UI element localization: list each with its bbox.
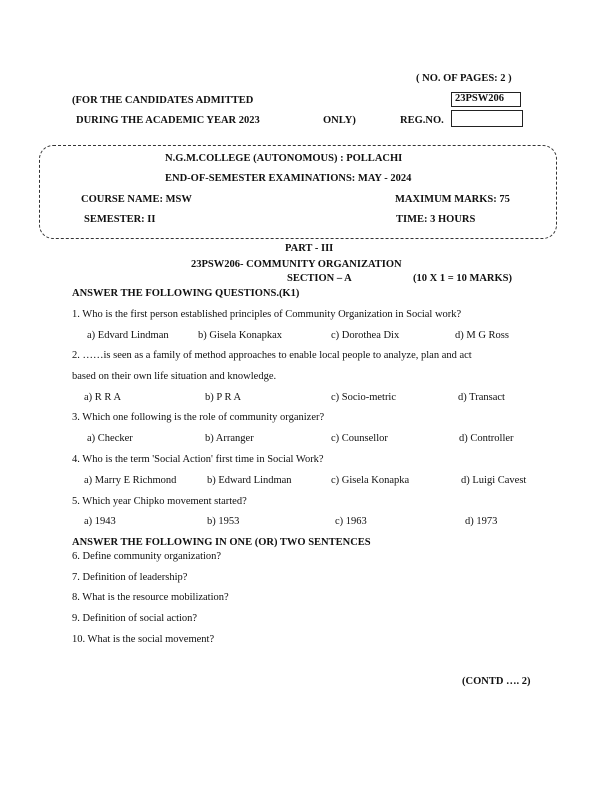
option: b) P R A [205, 392, 242, 403]
short-question: 7. Definition of leadership? [72, 572, 188, 583]
option: a) Checker [87, 433, 133, 444]
max-marks: MAXIMUM MARKS: 75 [395, 194, 510, 205]
option: d) 1973 [465, 516, 498, 527]
option: b) Gisela Konapkax [198, 330, 282, 341]
option: d) M G Ross [455, 330, 509, 341]
option: c) Counsellor [331, 433, 388, 444]
course-code: 23PSW206 [455, 93, 505, 104]
question: 1. Who is the first person established principles of Community Organization in Social work? [72, 309, 462, 320]
regno-label: REG.NO. [400, 115, 444, 126]
semester: SEMESTER: II [84, 214, 156, 225]
part-title: PART - III [285, 243, 334, 254]
option: a) Edvard Lindman [87, 330, 169, 341]
continued-note: (CONTD …. 2) [462, 676, 531, 687]
section-title: SECTION – A [287, 273, 352, 284]
option: b) Edward Lindman [207, 475, 292, 486]
course-name: COURSE NAME: MSW [81, 194, 192, 205]
question: 3. Which one following is the role of community organizer? [72, 412, 325, 423]
option: c) Gisela Konapka [331, 475, 410, 486]
candidates-admitted-line: (FOR THE CANDIDATES ADMITTED [72, 95, 254, 106]
academic-year-line: DURING THE ACADEMIC YEAR 2023 [76, 115, 260, 126]
option: c) Dorothea Dix [331, 330, 400, 341]
question: 2. ……is seen as a family of method approaches to enable local people to analyze, plan and act [72, 350, 472, 361]
option: a) R R A [84, 392, 122, 403]
page-count: ( NO. OF PAGES: 2 ) [416, 73, 512, 84]
question: 5. Which year Chipko movement started? [72, 496, 247, 507]
option: a) 1943 [84, 516, 116, 527]
course-code-box [451, 92, 521, 107]
option: c) Socio-metric [331, 392, 397, 403]
option: b) Arranger [205, 433, 254, 444]
short-question: 6. Define community organization? [72, 551, 222, 562]
exam-time: TIME: 3 HOURS [396, 214, 476, 225]
regno-box[interactable] [451, 110, 523, 127]
short-question: 9. Definition of social action? [72, 613, 198, 624]
exam-name: END-OF-SEMESTER EXAMINATIONS: MAY - 2024 [165, 173, 412, 184]
only-label: ONLY) [323, 115, 356, 126]
short-question: 10. What is the social movement? [72, 634, 215, 645]
question-continued: based on their own life situation and knowledge. [72, 371, 277, 382]
section-marks: (10 X 1 = 10 MARKS) [413, 273, 513, 284]
section-instruction: ANSWER THE FOLLOWING QUESTIONS.(K1) [72, 288, 300, 299]
subject-title: 23PSW206- COMMUNITY ORGANIZATION [191, 259, 402, 270]
option: c) 1963 [335, 516, 367, 527]
college-name: N.G.M.COLLEGE (AUTONOMOUS) : POLLACHI [165, 153, 403, 164]
short-question: 8. What is the resource mobilization? [72, 592, 229, 603]
option: d) Luigi Cavest [461, 475, 527, 486]
option: d) Transact [458, 392, 505, 403]
option: b) 1953 [207, 516, 240, 527]
option: d) Controller [459, 433, 514, 444]
option: a) Marry E Richmond [84, 475, 177, 486]
short-answer-instruction: ANSWER THE FOLLOWING IN ONE (OR) TWO SENTENCES [72, 537, 371, 548]
question: 4. Who is the term 'Social Action' first time in Social Work? [72, 454, 324, 465]
